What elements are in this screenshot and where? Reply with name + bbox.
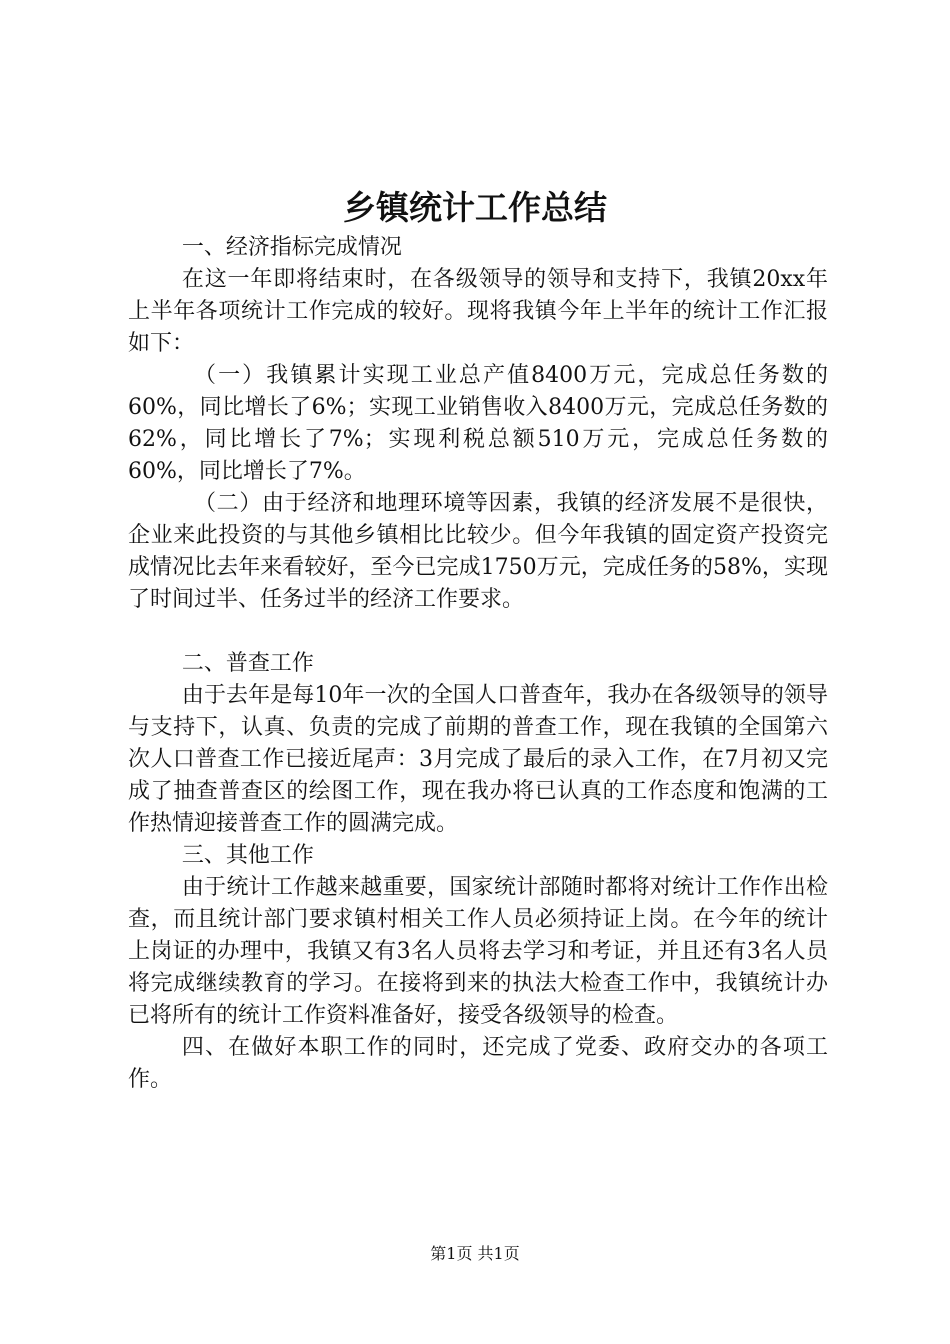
section-2-heading: 二、普查工作 — [181, 651, 314, 676]
section-1-item-2: （二）由于经济和地理环境等因素，我镇的经济发展不是很快，企业来此投资的与其他乡镇相比比较少。但今年我镇的固定资产投资完成情况比去年来看较好，至今已完成1750万元，完成任务的58%，实现了时间过半、任务过半的经济工作要求。 — [128, 491, 828, 612]
page-footer: 第1页 共1页 — [430, 1244, 520, 1263]
document-body — [128, 232, 828, 1096]
section-3-body: 由于统计工作越来越重要，国家统计部随时都将对统计工作作出检查，而且统计部门要求镇村相关工作人员必须持证上岗。在今年的统计上岗证的办理中，我镇又有3名人员将去学习和考证，并且还有3名人员将完成继续教育的学习。在接将到来的执法大检查工作中，我镇统计办已将所有的统计工作资料准备好，接受各级领导的检查。 — [128, 875, 828, 1028]
paragraph-gap — [128, 616, 828, 648]
section-2-body: 由于去年是每10年一次的全国人口普查年，我办在各级领导的领导与支持下，认真、负责的完成了前期的普查工作，现在我镇的全国第六次人口普查工作已接近尾声：3月完成了最后的录入工作，在7月初又完成了抽查普查区的绘图工作，现在我办将已认真的工作态度和饱满的工作热情迎接普查工作的圆满完成。 — [128, 683, 828, 836]
section-3-heading: 三、其他工作 — [181, 843, 314, 868]
document-title: 乡镇统计工作总结 — [343, 188, 607, 227]
section-1-heading: 一、经济指标完成情况 — [181, 235, 402, 260]
section-1-intro: 在这一年即将结束时，在各级领导的领导和支持下，我镇20xx年上半年各项统计工作完成的较好。现将我镇今年上半年的统计工作汇报如下： — [128, 267, 828, 356]
section-4-body: 四、在做好本职工作的同时，还完成了党委、政府交办的各项工作。 — [128, 1035, 828, 1092]
section-1-item-1: （一）我镇累计实现工业总产值8400万元，完成总任务数的60%，同比增长了6%；实现工业销售收入8400万元，完成总任务数的62%，同比增长了7%；实现利税总额510万元，完成总任务数的60%，同比增长了7%。 — [128, 363, 828, 484]
